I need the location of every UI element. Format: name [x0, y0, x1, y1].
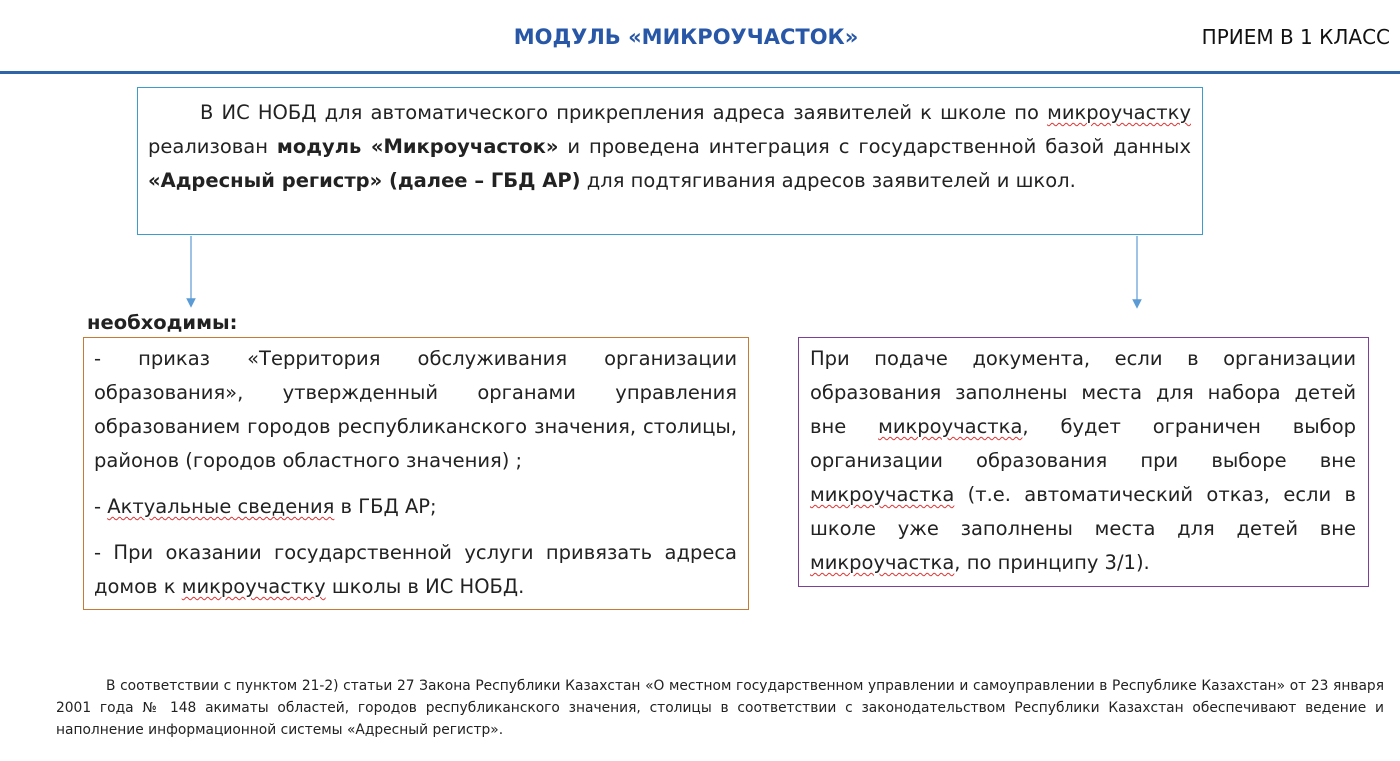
intro-text: для подтягивания адресов заявителей и школ. [580, 169, 1076, 192]
slide-subtitle: ПРИЕМ В 1 КЛАСС [1201, 25, 1390, 49]
requirement-text: - При оказании государственной услуги привязать адреса домов к [94, 541, 737, 598]
restriction-text-spellmarked: микроучастка [810, 551, 955, 574]
intro-text: и проведена интеграция с государственной базой данных [558, 135, 1191, 158]
requirements-label: необходимы: [87, 311, 238, 334]
restriction-text: При подаче документа, если в организации образования заполнены места для набора детей вне [810, 347, 1356, 438]
requirement-item: - приказ «Территория обслуживания организации образования», утвержденный органами управления образованием городов республиканского значения, столицы, районов (городов областного значения) ; [94, 347, 737, 472]
intro-registry-name: «Адресный регистр» (далее – ГБД АР) [148, 169, 581, 192]
slide-title: МОДУЛЬ «МИКРОУЧАСТОК» [513, 25, 859, 49]
requirement-text-spellmarked: микроучастку [181, 575, 326, 598]
restriction-text: (т.е. автоматический отказ, если в школе уже заполнены места для детей вне [810, 483, 1356, 540]
requirement-text: школы в ИС НОБД. [325, 575, 525, 598]
requirements-box [83, 337, 749, 610]
intro-text: В ИС НОБД для автоматического прикрепления адреса заявителей к школе по [200, 101, 1048, 124]
requirement-text-spellmarked: Актуальные сведения [107, 495, 335, 518]
requirement-item [94, 490, 737, 524]
restriction-text: , будет ограничен выбор организации образования при выборе вне [810, 415, 1357, 472]
intro-text: реализован [148, 135, 277, 158]
requirement-text: в ГБД АР; [334, 495, 437, 518]
header-divider [0, 71, 1400, 74]
restriction-text-spellmarked: микроучастка [878, 415, 1023, 438]
restriction-text: , по принципу 3/1). [954, 551, 1150, 574]
legal-footnote: В соответствии с пунктом 21-2) статьи 27 Закона Республики Казахстан «О местном государственном управлении и самоуправлении в Республике Казахстан» от 23 января 2001 года № 148 акиматы областей, городов республиканского значения, столицы в соответствии с законодательством Республики Казахстан обеспечивают ведение и наполнение информационной системы «Адресный регистр». [56, 678, 1384, 738]
restriction-text-spellmarked: микроучастка [810, 483, 955, 506]
requirement-text: - [94, 495, 108, 518]
intro-box [137, 87, 1203, 235]
intro-module-name: модуль «Микроучасток» [276, 135, 559, 158]
intro-text-spellmarked: микроучастку [1047, 101, 1191, 124]
restriction-box [798, 337, 1369, 587]
requirement-item [94, 536, 737, 604]
